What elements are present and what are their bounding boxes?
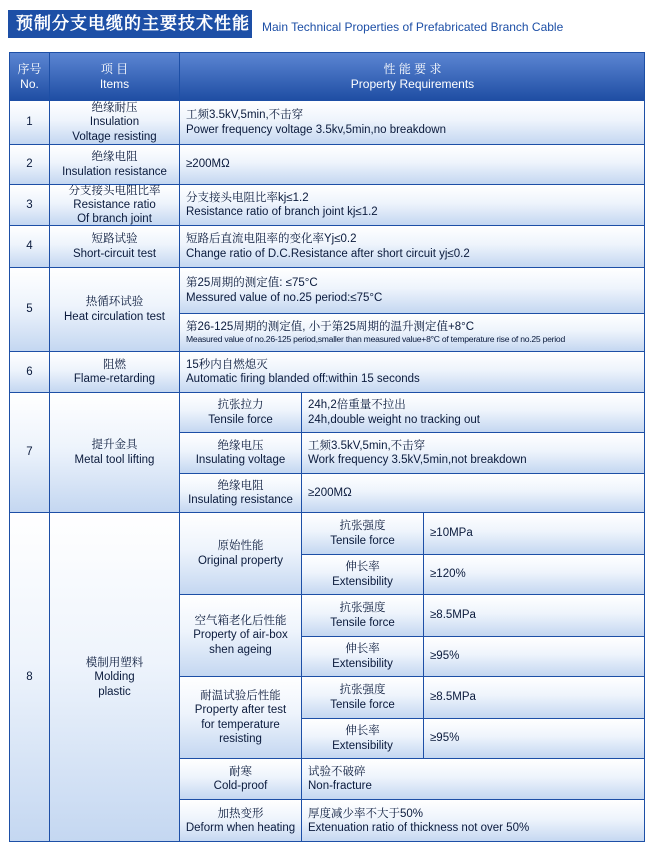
item-zh: 绝缘耐压: [91, 102, 138, 115]
test-zh: 伸长率: [345, 561, 380, 574]
req-zh: 分支接头电阻比率kj≤1.2: [186, 191, 309, 204]
sub-item-en: Insulating voltage: [195, 454, 286, 466]
row-8-g3-value-1: [424, 677, 645, 719]
row-3-req: [180, 185, 645, 226]
item-en: Flame-retarding: [73, 373, 156, 385]
item-en: Insulation: [89, 116, 140, 129]
row-number: 8: [26, 671, 33, 684]
req-en: 24h,double weight no tracking out: [308, 413, 480, 426]
req-zh: ≥200MΩ: [308, 486, 352, 499]
sub-item-zh: 绝缘电阻: [217, 479, 264, 492]
item-en: Molding: [94, 671, 135, 684]
item-en: Short-circuit test: [72, 247, 157, 260]
row-5-item: [50, 268, 180, 352]
row-number: 3: [26, 198, 33, 211]
item-en: plastic: [98, 685, 131, 698]
row-8-g3-test-2: [302, 719, 424, 759]
row-8-g3-value-2: [424, 719, 645, 759]
req-en: Automatic firing blanded off:within 15 seconds: [186, 373, 420, 385]
test-zh: 伸长率: [345, 643, 380, 656]
req-en: Extenuation ratio of thickness not over 50%: [308, 822, 530, 834]
row-8-g2-test-2: [302, 637, 424, 677]
test-value: ≥120%: [430, 568, 466, 581]
req-zh: 厚度减少率不大于50%: [308, 807, 424, 820]
test-zh: 抗张强度: [339, 684, 386, 697]
header-items-en: Items: [99, 76, 130, 91]
row-8-group-1: [180, 513, 302, 595]
header-no: [10, 53, 50, 101]
req-zh: 工频3.5kV,5min,不击穿: [186, 109, 304, 122]
row-8-item: [50, 513, 180, 842]
group-zh: 空气箱老化后性能: [194, 615, 287, 628]
row-6-no: [10, 352, 50, 393]
sub-item-zh: 抗张拉力: [217, 399, 264, 412]
row-5-req-a: [180, 268, 645, 314]
group-zh: 原始性能: [217, 540, 264, 553]
req-en: Non-fracture: [308, 780, 372, 792]
item-en: Heat circulation test: [64, 310, 165, 323]
row-7-sub-1: [180, 393, 302, 433]
header-items: [50, 53, 180, 101]
req-zh: 短路后直流电阻率的变化率Yj≤0.2: [186, 233, 357, 246]
row-5-req-b: [180, 314, 645, 352]
item-zh: 热循环试验: [85, 296, 144, 309]
row-number: 1: [26, 116, 33, 129]
group-en: shen ageing: [209, 643, 272, 656]
test-en: Extensibility: [332, 575, 393, 588]
row-7-no: [10, 393, 50, 513]
test-en: Tensile force: [330, 534, 395, 547]
row-1-req: [180, 101, 645, 145]
row-8-group-5: [180, 800, 302, 842]
row-8-g5-req: [302, 800, 645, 842]
test-en: Tensile force: [330, 616, 395, 629]
test-zh: 伸长率: [345, 725, 380, 738]
row-3-no: [10, 185, 50, 226]
group-zh: 耐寒: [229, 765, 252, 778]
header-req-zh: 性 能 要 求: [383, 61, 442, 76]
row-number: 2: [26, 158, 33, 171]
test-value: ≥8.5MPa: [430, 691, 476, 704]
sub-item-en: Tensile force: [208, 413, 273, 426]
test-value: ≥95%: [430, 650, 460, 663]
row-1-no: [10, 101, 50, 145]
row-2-no: [10, 145, 50, 185]
header-items-zh: 项 目: [100, 61, 129, 76]
row-8-g2-value-2: [424, 637, 645, 677]
row-8-group-4: [180, 759, 302, 800]
req-zh: 15秒内自燃熄灭: [186, 358, 268, 371]
req-zh: 第26-125周期的测定值, 小于第25周期的温升测定值+8°C: [186, 321, 475, 334]
test-value: ≥8.5MPa: [430, 609, 476, 622]
req-zh: ≥200MΩ: [186, 158, 230, 171]
row-number: 7: [26, 446, 33, 459]
row-number: 4: [26, 240, 33, 253]
row-3-item: [50, 185, 180, 226]
req-zh: 工频3.5kV,5min,不击穿: [308, 439, 426, 452]
group-en: Cold-proof: [213, 780, 268, 792]
group-zh: 耐温试验后性能: [200, 690, 281, 703]
item-zh: 模制用塑料: [85, 657, 144, 670]
row-7-item: [50, 393, 180, 513]
test-value: ≥10MPa: [430, 527, 473, 540]
item-zh: 绝缘电阻: [91, 151, 138, 164]
row-2-req: [180, 145, 645, 185]
req-en: Measured value of no.26-125 period,smaller than measured value+8°C of temperature rise of no.25 period: [186, 334, 565, 345]
req-en: Change ratio of D.C.Resistance after short circuit yj≤0.2: [186, 247, 470, 260]
header-no-zh: 序号: [17, 61, 42, 76]
header-no-en: No.: [20, 76, 39, 91]
req-en: Power frequency voltage 3.5kv,5min,no breakdown: [186, 123, 446, 136]
test-en: Tensile force: [330, 698, 395, 711]
group-en: resisting: [219, 732, 262, 745]
test-zh: 抗张强度: [339, 520, 386, 533]
row-6-item: [50, 352, 180, 393]
title-en: Main Technical Properties of Prefabricated Branch Cable: [262, 20, 564, 34]
row-8-g1-value-1: [424, 513, 645, 555]
row-7-sub-3-req: [302, 474, 645, 513]
header-requirements: [180, 53, 645, 101]
row-8-g4-req: [302, 759, 645, 800]
row-8-g1-test-2: [302, 555, 424, 595]
row-7-sub-3: [180, 474, 302, 513]
group-en: Property after test: [194, 704, 287, 717]
item-en: Voltage resisting: [72, 130, 157, 143]
test-zh: 抗张强度: [339, 602, 386, 615]
item-en: Resistance ratio: [73, 199, 156, 211]
item-en: Insulation resistance: [62, 165, 167, 178]
properties-table: [9, 52, 645, 842]
req-en: Resistance ratio of branch joint kj≤1.2: [186, 206, 378, 218]
test-en: Extensibility: [332, 657, 393, 670]
header-req-en: Property Requirements: [350, 76, 475, 91]
row-8-g1-value-2: [424, 555, 645, 595]
row-5-no: [10, 268, 50, 352]
row-8-group-2: [180, 595, 302, 677]
req-zh: 试验不破碎: [308, 765, 366, 778]
test-value: ≥95%: [430, 732, 460, 745]
item-zh: 分支接头电阻比率: [68, 185, 161, 197]
group-zh: 加热变形: [217, 807, 264, 820]
row-8-g2-value-1: [424, 595, 645, 637]
row-8-g2-test-1: [302, 595, 424, 637]
req-en: Work frequency 3.5kV,5min,not breakdown: [308, 454, 527, 466]
item-zh: 阻燃: [103, 358, 126, 371]
item-zh: 提升金具: [91, 439, 138, 452]
row-7-sub-1-req: [302, 393, 645, 433]
row-8-g1-test-1: [302, 513, 424, 555]
item-en: Metal tool lifting: [74, 453, 155, 466]
row-7-sub-2: [180, 433, 302, 474]
group-en: Property of air-box: [193, 629, 288, 642]
item-en: Of branch joint: [77, 213, 152, 226]
sub-item-zh: 绝缘电压: [217, 439, 264, 452]
req-zh: 24h,2倍重量不拉出: [308, 399, 406, 412]
test-en: Extensibility: [332, 739, 393, 752]
group-en: Deform when heating: [185, 822, 296, 834]
row-4-req: [180, 226, 645, 268]
row-number: 5: [26, 303, 33, 316]
group-en: Original property: [197, 554, 283, 567]
row-6-req: [180, 352, 645, 393]
page-header: [0, 0, 650, 42]
row-7-sub-2-req: [302, 433, 645, 474]
row-4-no: [10, 226, 50, 268]
item-zh: 短路试验: [91, 233, 138, 246]
row-8-no: [10, 513, 50, 842]
row-1-item: [50, 101, 180, 145]
row-number: 6: [26, 365, 33, 378]
row-2-item: [50, 145, 180, 185]
req-zh: 第25周期的测定值: ≤75°C: [186, 277, 318, 290]
req-en: Messured value of no.25 period:≤75°C: [186, 291, 383, 304]
row-8-g3-test-1: [302, 677, 424, 719]
group-en: for temperature: [201, 718, 280, 731]
row-4-item: [50, 226, 180, 268]
sub-item-en: Insulating resistance: [188, 494, 293, 506]
title-zh: 预制分支电缆的主要技术性能: [8, 10, 252, 38]
row-8-group-3: [180, 677, 302, 759]
